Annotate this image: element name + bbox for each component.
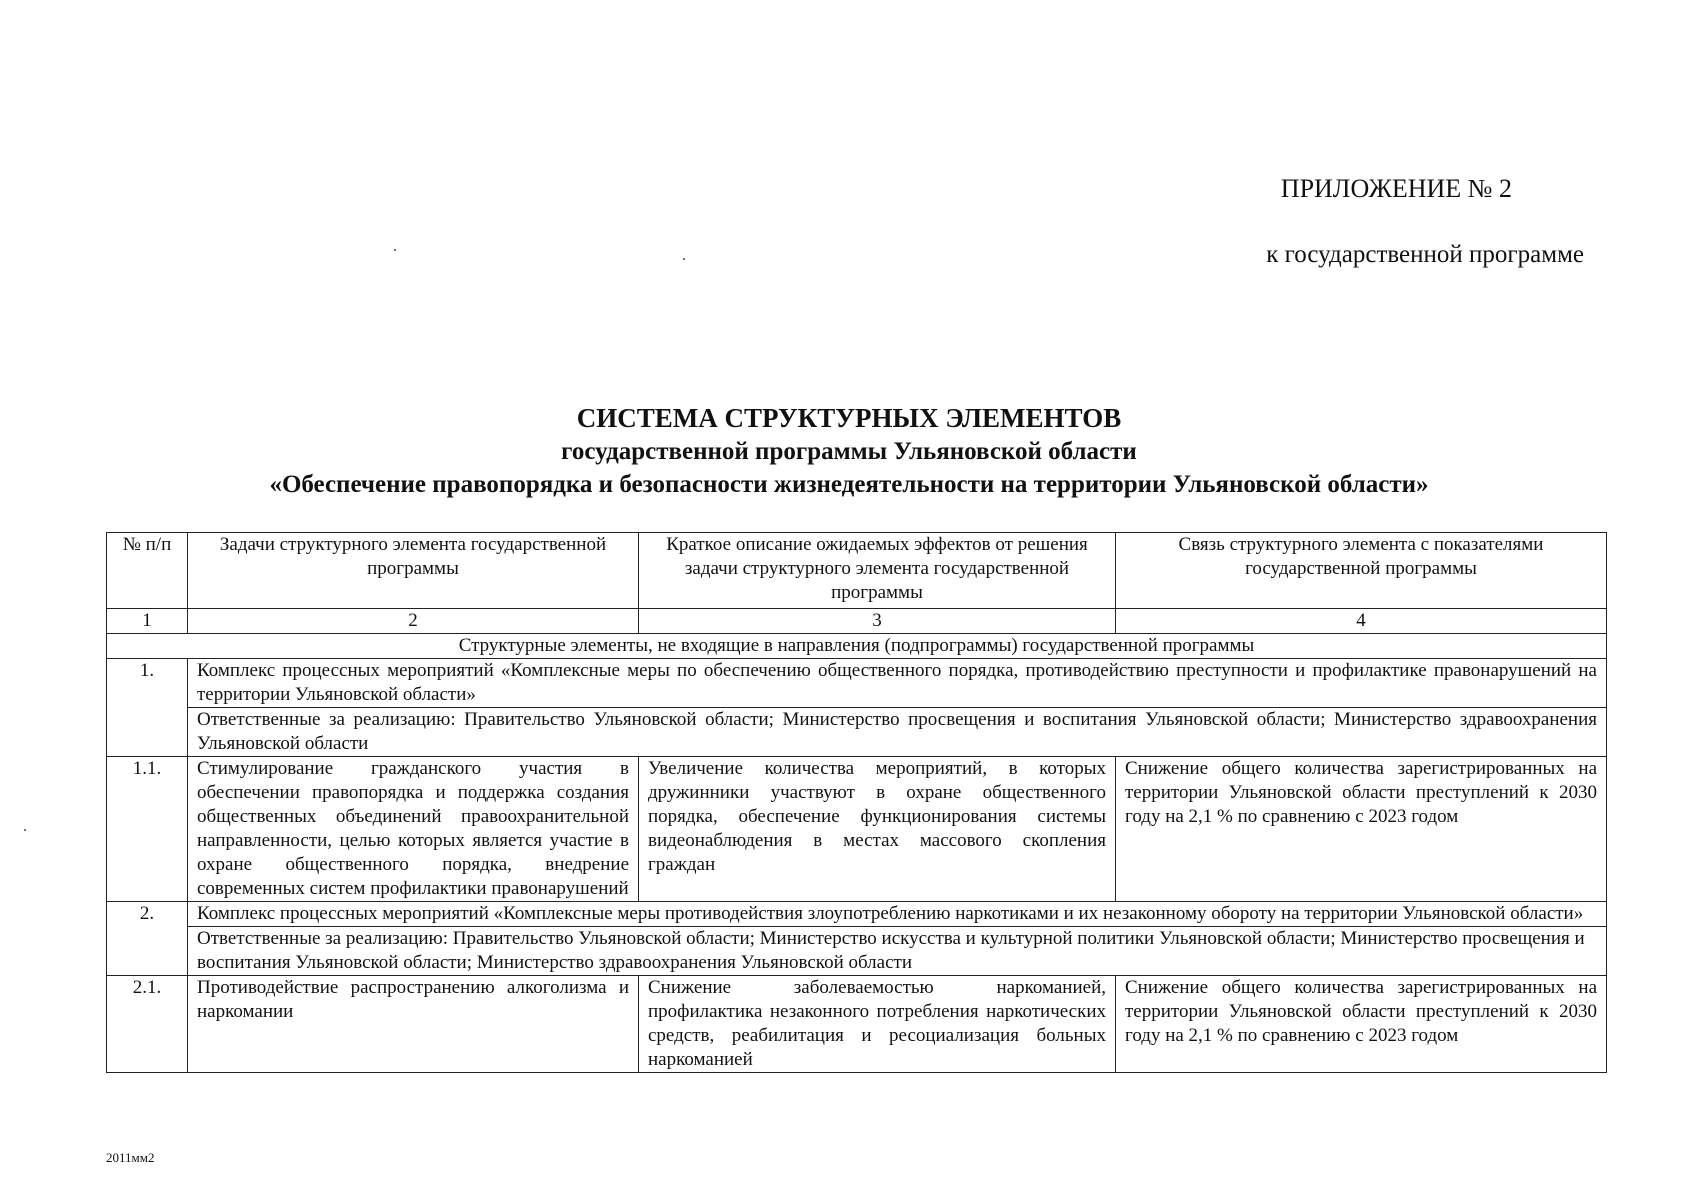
section-title: Структурные элементы, не входящие в направления (подпрограммы) государственной программы xyxy=(107,634,1607,659)
scan-speck xyxy=(394,249,396,251)
header-number: № п/п xyxy=(107,533,188,609)
effects-text: Снижение заболеваемостью наркоманией, профилактика незаконного потребления наркотических средств, реабилитация и ресоциализация больных наркоманией xyxy=(639,976,1116,1073)
document-code: 2011мм2 xyxy=(106,1150,155,1165)
scan-speck xyxy=(24,829,26,831)
responsible-row xyxy=(107,708,1607,757)
table-header-row xyxy=(107,533,1607,609)
task-row xyxy=(107,976,1607,1073)
section-title-row xyxy=(107,634,1607,659)
column-number: 1 xyxy=(107,609,188,634)
task-text: Противодействие распространению алкоголизма и наркомании xyxy=(188,976,639,1073)
complex-title: Комплекс процессных мероприятий «Комплексные меры по обеспечению общественного порядка, противодействию преступности и профилактике правонарушений на территории Ульяновской области» xyxy=(188,659,1607,708)
complex-title-row xyxy=(107,902,1607,927)
title-line-3: «Обеспечение правопорядка и безопасности жизнедеятельности на территории Ульяновской области» xyxy=(269,471,1429,498)
column-number: 3 xyxy=(639,609,1116,634)
title-line-1: СИСТЕМА СТРУКТУРНЫХ ЭЛЕМЕНТОВ xyxy=(576,403,1122,433)
header-indicators: Связь структурного элемента с показателями государственной программы xyxy=(1116,533,1607,609)
scan-speck xyxy=(683,258,685,260)
column-number: 2 xyxy=(188,609,639,634)
task-number: 2.1. xyxy=(107,976,188,1073)
responsible-row xyxy=(107,927,1607,976)
structural-elements-table xyxy=(106,532,1607,1073)
responsible-text: Ответственные за реализацию: Правительство Ульяновской области; Министерство просвещения и воспитания Ульяновской области; Министерство здравоохранения Ульяновской области xyxy=(188,708,1607,757)
responsible-text: Ответственные за реализацию: Правительство Ульяновской области; Министерство искусства и культурной политики Ульяновской области; Министерство просвещения и воспитания Ульяновской области; Министерство здравоохранения Ульяновской области xyxy=(188,927,1607,976)
header-effects: Краткое описание ожидаемых эффектов от решения задачи структурного элемента государственной программы xyxy=(639,533,1116,609)
complex-number: 2. xyxy=(107,902,188,976)
header-tasks: Задачи структурного элемента государственной программы xyxy=(188,533,639,609)
complex-title-row xyxy=(107,659,1607,708)
task-row xyxy=(107,757,1607,902)
document-title xyxy=(0,402,1698,501)
complex-number: 1. xyxy=(107,659,188,757)
appendix-subtitle: к государственной программе xyxy=(1266,241,1584,268)
appendix-label: ПРИЛОЖЕНИЕ № 2 xyxy=(1280,174,1512,203)
complex-title: Комплекс процессных мероприятий «Комплексные меры противодействия злоупотреблению наркотиками и их незаконному обороту на территории Ульяновской области» xyxy=(188,902,1607,927)
effects-text: Увеличение количества мероприятий, в которых дружинники участвуют в охране общественного порядка, обеспечение функционирования системы видеонаблюдения в местах массового скопления граждан xyxy=(639,757,1116,902)
indicators-text: Снижение общего количества зарегистрированных на территории Ульяновской области преступлений к 2030 году на 2,1 % по сравнению с 2023 годом xyxy=(1116,976,1607,1073)
column-number: 4 xyxy=(1116,609,1607,634)
indicators-text: Снижение общего количества зарегистрированных на территории Ульяновской области преступлений к 2030 году на 2,1 % по сравнению с 2023 годом xyxy=(1116,757,1607,902)
title-line-2: государственной программы Ульяновской области xyxy=(561,438,1137,465)
column-number-row xyxy=(107,609,1607,634)
task-text: Стимулирование гражданского участия в обеспечении правопорядка и поддержка создания общественных объединений правоохранительной направленности, целью которых является участие в охране общественного порядка, внедрение современных систем профилактики правонарушений xyxy=(188,757,639,902)
task-number: 1.1. xyxy=(107,757,188,902)
